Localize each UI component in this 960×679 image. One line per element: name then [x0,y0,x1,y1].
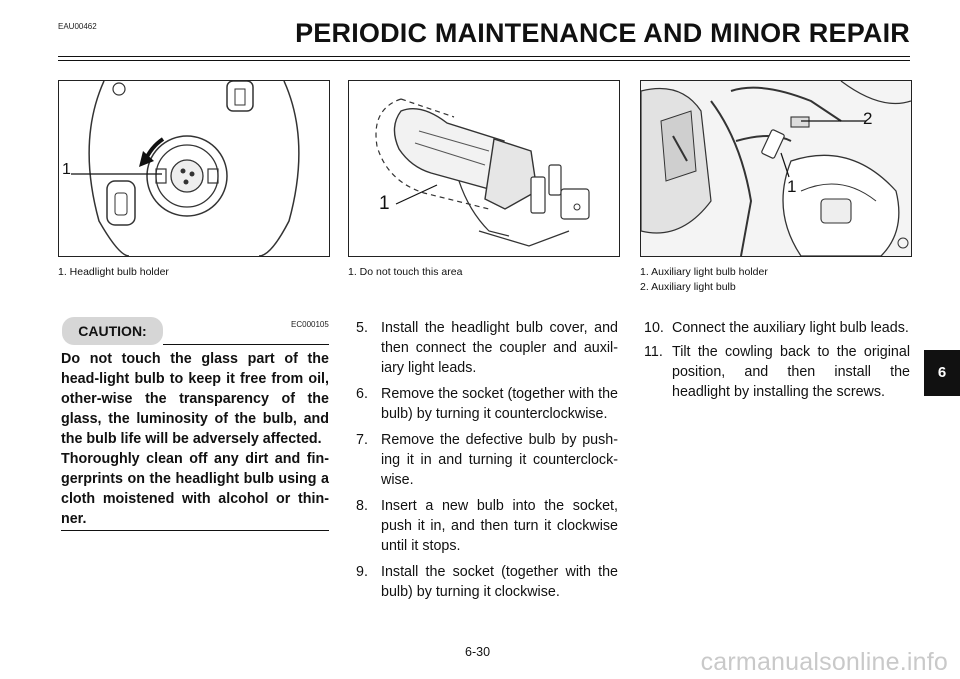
step-text: Install the socket (together with the bulb) by turning it clockwise. [381,564,618,600]
figure-headlight-bulb [348,80,620,257]
steps-list-middle [356,318,618,608]
step-text: Insert a new bulb into the socket, push it in, and then turn it clockwise until it stops. [381,498,618,554]
caution-text [61,349,329,529]
headlight-illustration [59,81,329,256]
callout-2: 2 [863,109,873,128]
caution-rule [163,344,329,345]
page-number: 6-30 [465,645,491,659]
step-text: Install the headlight bulb cover, and then connect the coupler and auxil-iary light leads. [381,320,618,376]
callout-1: 1 [787,177,797,196]
caution-end-rule [61,530,329,531]
list-item [356,384,618,424]
section-code: EAU00462 [58,22,97,31]
halogen-bulb-illustration [349,81,619,256]
caption-figure-1: 1. Headlight bulb holder [58,266,169,278]
header-rule-top [58,56,910,57]
step-number: 10. [644,320,664,336]
figure-auxiliary-light [640,80,912,257]
list-item [356,318,618,378]
step-text: Tilt the cowling back to the original position, and then install the headlight by installing the screws. [672,344,910,400]
step-number: 9. [356,564,368,580]
list-item [356,496,618,556]
figure-headlight-bulb-holder [58,80,330,257]
list-item [356,562,618,602]
step-number: 7. [356,432,368,448]
page-title: PERIODIC MAINTENANCE AND MINOR REPAIR [295,18,910,48]
caption-figure-2: 1. Do not touch this area [348,266,463,278]
step-number: 5. [356,320,368,336]
steps-list-right [644,318,910,406]
list-item [644,342,910,402]
caption-line: 2. Auxiliary light bulb [640,281,736,293]
step-text: Connect the auxiliary light bulb leads. [672,320,909,336]
list-item [356,430,618,490]
callout-1: 1 [62,161,71,178]
caution-paragraph: Thoroughly clean off any dirt and fin-gerprints on the headlight bulb using a cloth moistened with alcohol or thin-ner. [61,451,329,527]
chapter-tab: 6 [924,350,960,396]
step-number: 6. [356,386,368,402]
callout-1: 1 [379,193,390,214]
step-number: 8. [356,498,368,514]
step-text: Remove the socket (together with the bulb) by turning it counterclockwise. [381,386,618,422]
step-number: 11. [644,344,663,360]
watermark: carmanualsonline.info [700,648,948,676]
caution-label: CAUTION: [62,317,163,345]
step-text: Remove the defective bulb by push-ing it in and turning it counterclock-wise. [381,432,618,488]
list-item [644,318,910,338]
caption-line: 1. Auxiliary light bulb holder [640,266,768,278]
header-rule-bottom [58,60,910,61]
caution-code: EC000105 [291,320,329,329]
caution-paragraph: Do not touch the glass part of the head-light bulb to keep it free from oil, other-wise the transparency of the glass, the luminosity of the bulb, and the bulb life will be adversely affected. [61,351,329,447]
caption-figure-3 [640,265,768,295]
auxiliary-light-illustration [641,81,911,256]
